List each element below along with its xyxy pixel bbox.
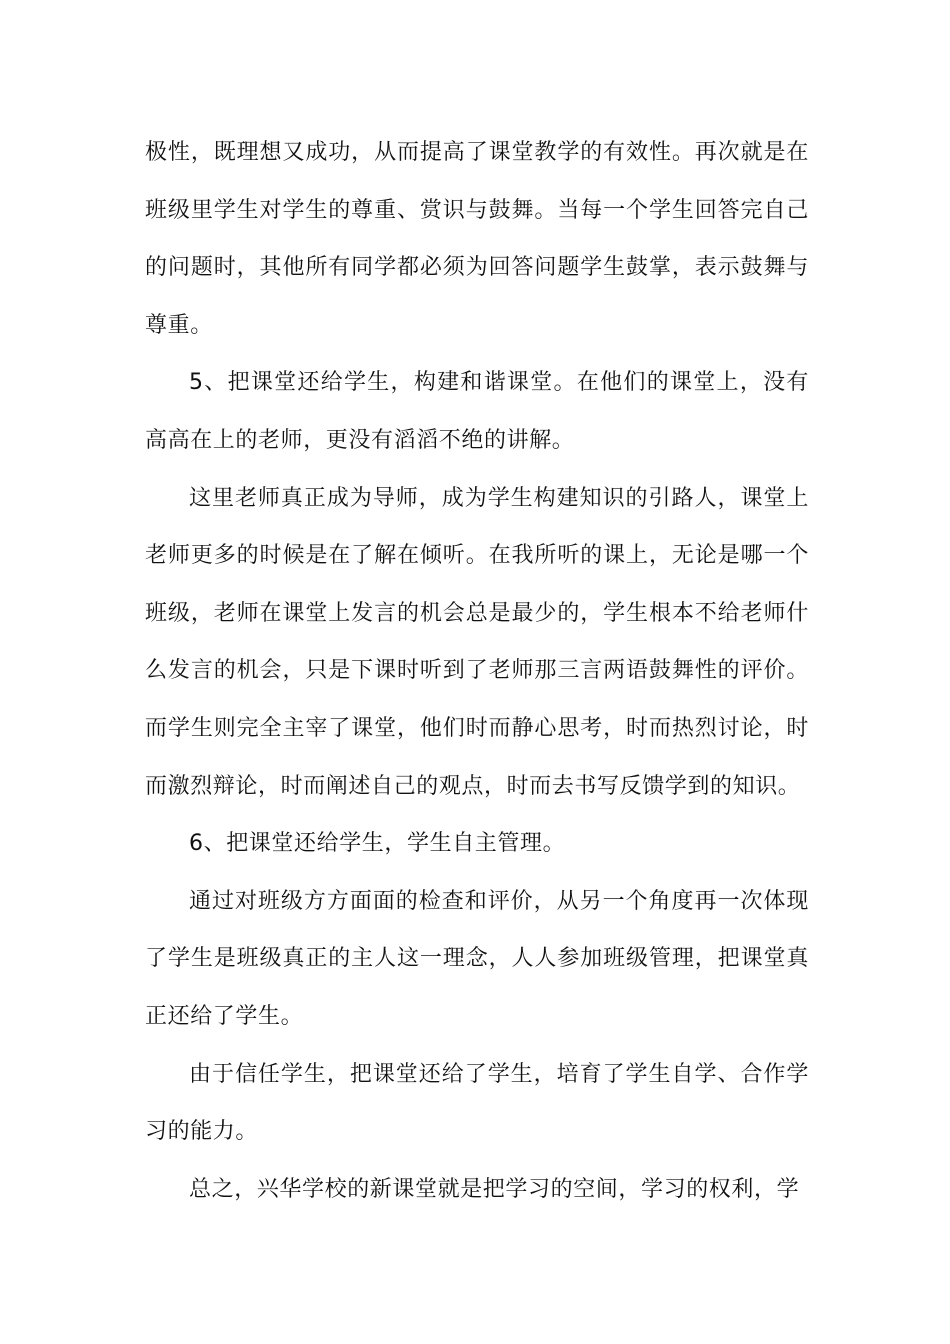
paragraph-4: 6、把课堂还给学生，学生自主管理。	[189, 831, 566, 857]
paragraph-3: 这里老师真正成为导师，成为学生构建知识的引路人，课堂上老师更多的时候是在了解在倾听。在我所听的课上，无论是哪一个班级，老师在课堂上发言的机会总是最少的，学生根本不给老师什么发言的机会，只是下课时听到了老师那三言两语鼓舞性的评价。而学生则完全主宰了课堂，他们时而静心思考，时而热烈讨论，时而激烈辩论，时而阐述自己的观点，时而去书写反馈学到的知识。	[145, 485, 809, 799]
paragraph-1: 极性，既理想又成功，从而提高了课堂教学的有效性。再次就是在班级里学生对学生的尊重、赏识与鼓舞。当每一个学生回答完自己的问题时，其他所有同学都必须为回答问题学生鼓掌，表示鼓舞与尊重。	[145, 140, 809, 338]
paragraph-5: 通过对班级方方面面的检查和评价，从另一个角度再一次体现了学生是班级真正的主人这一理念，人人参加班级管理，把课堂真正还给了学生。	[145, 888, 809, 1029]
paragraph-2: 5、把课堂还给学生，构建和谐课堂。在他们的课堂上，没有高高在上的老师，更没有滔滔不绝的讲解。	[145, 370, 809, 453]
paragraph-7: 总之，兴华学校的新课堂就是把学习的空间，学习的权利，学	[189, 1176, 800, 1202]
paragraph-6: 由于信任学生，把课堂还给了学生，培育了学生自学、合作学习的能力。	[145, 1061, 809, 1145]
document-body	[145, 124, 809, 1218]
